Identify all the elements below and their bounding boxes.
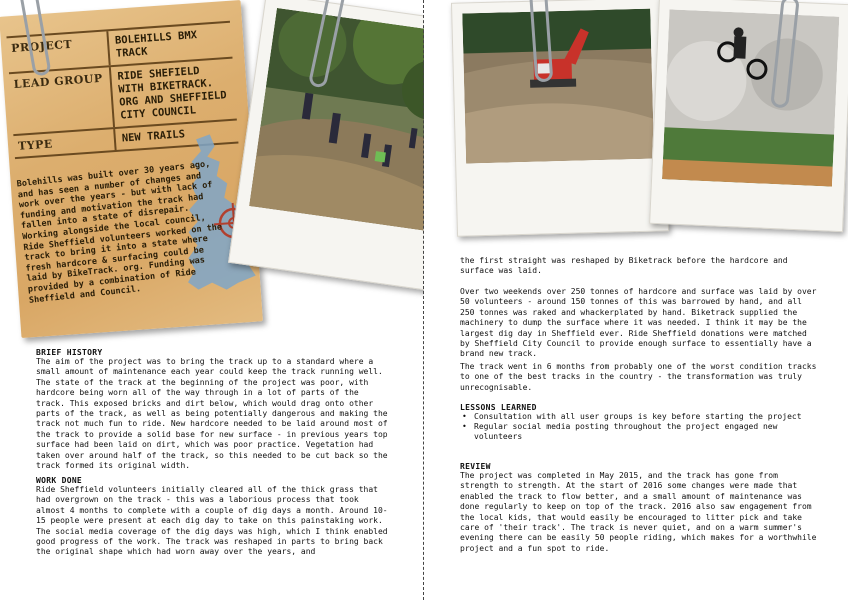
list-item: • Consultation with all user groups is key before starting the project <box>460 412 820 422</box>
lessons-list <box>460 412 820 442</box>
outcome-paragraph-block <box>460 362 820 393</box>
work-done-heading: WORK DONE <box>36 476 83 485</box>
outcome-paragraph: The track went in 6 months from probably one of the worst condition tracks to one of the best tracks in the country - the transformation was truly unrecognisable. <box>460 362 817 392</box>
brief-history-section <box>36 348 390 471</box>
info-value: NEW TRAILS <box>121 128 186 145</box>
continued-paragraph: the first straight was reshaped by Biketrack before the hardcore and surface was laid. <box>460 256 788 276</box>
info-key: PROJECT <box>7 31 111 72</box>
brief-history-heading: BRIEF HISTORY <box>36 348 103 357</box>
review-heading: REVIEW <box>460 462 491 471</box>
surface-paragraph-block <box>460 287 820 360</box>
list-item: • Regular social media posting throughout the project engaged new volunteers <box>460 422 820 442</box>
lessons-heading: LESSONS LEARNED <box>460 403 537 412</box>
photo-bmx-jump <box>649 0 848 232</box>
bmx-photo-image <box>662 9 839 186</box>
volunteers-photo-image <box>249 8 451 231</box>
info-value: RIDE SHEFIELD WITH BIKETRACK. ORG AND SHEFFIELD CITY COUNCIL <box>117 64 227 122</box>
work-done-text: Ride Sheffield volunteers initially cleared all of the thick grass that had overgrown on the track - this was a laborious process that took almost 4 months to complete with a couple of dig days a month. Around 10-15 people were present at each dig day to take on this painstaking work. The social media coverage of the dig days was high, which I think enabled good progress of the work. The track was reshaped in parts to bring back the original shape which had worn away over the years, and <box>36 485 388 557</box>
info-key: LEAD GROUP <box>9 67 115 134</box>
right-page <box>424 0 848 600</box>
surface-paragraph: Over two weekends over 250 tonnes of hardcore and surface was laid by over 50 volunteers - around 150 tonnes of this was barrowed by hand, and all 250 tonnes was raked and whackerplated by hand. Biketrack supplied the machinery to dump the surface where it was needed. I think it may be the largest dig day in Sheffield ever. Ride Sheffield donations were matched by Sheffield City Council to provide enough surface to essentially have a brand new track. <box>460 287 817 359</box>
card-blurb: Bolehills was built over 30 years ago, and has seen a number of changes and work over the years - but with lack of funding and motivation the track had fallen into a state of disrepair. Working alongside the local council, Ride Sheffield volunteers worked on the track to bring it into a state where fresh hardcore & surfacing could be laid by BikeTrack. org. Funding was provided by a combination of Ride Sheffield and Council. <box>16 159 223 306</box>
brief-history-text: The aim of the project was to bring the track up to a standard where a small amount of maintenance each year could keep the track running well. The state of the track at the beginning of the project was poor, with hardcore being worn all of the way through in a lot of parts of the track. This exposed bricks and dirt below, which would drag onto other parts of the track, as well as being potentially dangerous and making the track not much fun to ride. New hardcore needed to be laid around most of the track to provide a solid base for new surface - in previous years top surface had been laid on dirt, which was poor practice. Vegetation had taken over around half of the track, so this needed to be cut back so the track formed its original width. <box>36 357 388 471</box>
photo-excavator <box>451 0 669 237</box>
info-key: TYPE <box>13 129 116 157</box>
continued-text <box>460 256 820 277</box>
excavator-photo-image <box>462 9 654 164</box>
review-text: The project was completed in May 2015, and the track has gone from strength to strength. At the start of 2016 some changes were made that enabled the track to flow better, and a small amount of maintenance was done regularly to keep on top of the track. 2016 also saw engagement from the local kids, that would easily be encouraged to litter pick and take care of 'their track'. The track is never quiet, and on a warm summer's evening there can be easily 50 people riding, which makes for a worthwhile project and a fun spot to ride. <box>460 471 817 553</box>
info-value: BOLEHILLS BMX TRACK <box>114 29 198 60</box>
lessons-section <box>460 403 820 442</box>
review-section <box>460 462 820 554</box>
work-done-section <box>36 476 390 558</box>
